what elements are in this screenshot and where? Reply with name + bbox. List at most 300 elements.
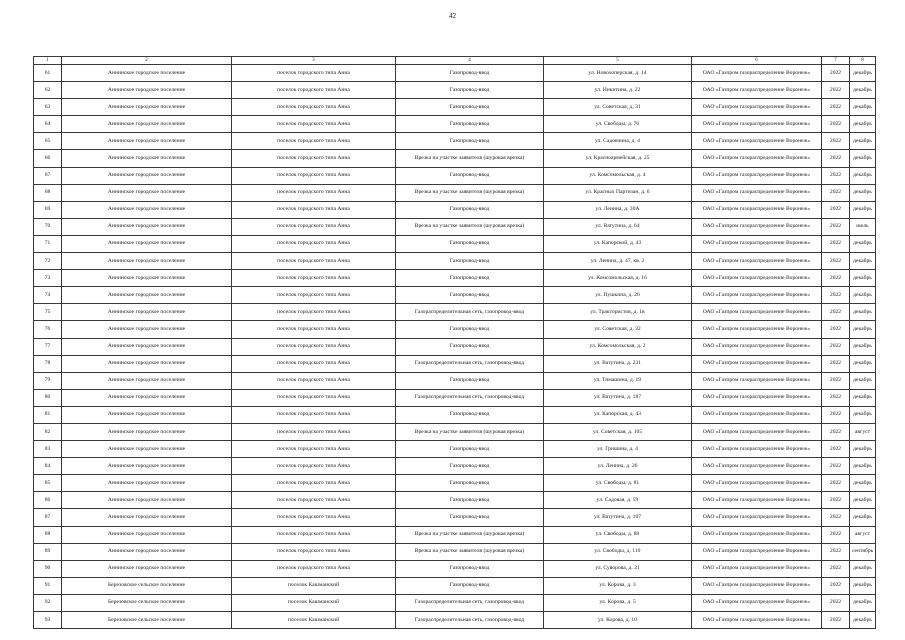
locality-cell: поселок городского типа Анна [232,338,396,355]
object-type-cell: Газораспределительная сеть, газопровод-ввод [396,594,544,611]
object-type-cell: Газопровод-ввод [396,441,544,458]
year-cell: 2022 [822,116,850,133]
object-type-cell: Газопровод-ввод [396,167,544,184]
table-row [34,321,876,338]
locality-cell: поселок городского типа Анна [232,184,396,201]
year-cell: 2022 [822,287,850,304]
year-cell: 2022 [822,338,850,355]
table-row [34,509,876,526]
object-type-cell: Газопровод-ввод [396,458,544,475]
year-cell: 2022 [822,167,850,184]
table-row [34,150,876,167]
table-row [34,492,876,509]
organization-cell: ОАО «Газпром газораспределение Воронеж» [692,82,822,99]
organization-cell: ОАО «Газпром газораспределение Воронеж» [692,304,822,321]
object-type-cell: Газопровод-ввод [396,99,544,116]
table-body [34,65,876,629]
row-number-cell: 74 [34,287,62,304]
settlement-cell: Березовское сельское поселение [62,594,232,611]
row-number-cell: 93 [34,612,62,629]
year-cell: 2022 [822,389,850,406]
year-cell: 2022 [822,594,850,611]
table-row [34,475,876,492]
column-header: 6 [692,57,822,65]
address-cell: ул. Свободы, д. 76 [544,116,692,133]
table-row [34,82,876,99]
object-type-cell: Газопровод-ввод [396,338,544,355]
organization-cell: ОАО «Газпром газораспределение Воронеж» [692,99,822,116]
row-number-cell: 64 [34,116,62,133]
month-cell: декабрь [850,372,876,389]
table-row [34,406,876,423]
locality-cell: поселок городского типа Анна [232,321,396,338]
settlement-cell: Аннинское городское поселение [62,304,232,321]
settlement-cell: Аннинское городское поселение [62,150,232,167]
address-cell: ул. Тимашина, д. 19 [544,372,692,389]
locality-cell: поселок городского типа Анна [232,475,396,492]
table-row [34,560,876,577]
address-cell: ул. Ленина, д. 26 [544,458,692,475]
settlement-cell: Аннинское городское поселение [62,560,232,577]
month-cell: декабрь [850,65,876,82]
settlement-cell: Аннинское городское поселение [62,406,232,423]
table-row [34,253,876,270]
month-cell: декабрь [850,116,876,133]
year-cell: 2022 [822,441,850,458]
address-cell: ул. Ватутина, д. 64 [544,218,692,235]
month-cell: декабрь [850,509,876,526]
organization-cell: ОАО «Газпром газораспределение Воронеж» [692,406,822,423]
row-number-cell: 79 [34,372,62,389]
row-number-cell: 66 [34,150,62,167]
organization-cell: ОАО «Газпром газораспределение Воронеж» [692,270,822,287]
column-header: 1 [34,57,62,65]
year-cell: 2022 [822,201,850,218]
month-cell: декабрь [850,355,876,372]
locality-cell: поселок городского типа Анна [232,458,396,475]
object-type-cell: Газопровод-ввод [396,116,544,133]
row-number-cell: 69 [34,201,62,218]
year-cell: 2022 [822,526,850,543]
object-type-cell: Газопровод-ввод [396,133,544,150]
organization-cell: ОАО «Газпром газораспределение Воронеж» [692,612,822,629]
address-cell: ул. Корова, д. 3 [544,577,692,594]
locality-cell: поселок городского типа Анна [232,543,396,560]
organization-cell: ОАО «Газпром газораспределение Воронеж» [692,423,822,440]
row-number-cell: 73 [34,270,62,287]
locality-cell: поселок городского типа Анна [232,253,396,270]
settlement-cell: Аннинское городское поселение [62,509,232,526]
table-row [34,338,876,355]
object-type-cell: Газопровод-ввод [396,492,544,509]
page-number: 42 [449,12,456,20]
settlement-cell: Аннинское городское поселение [62,389,232,406]
month-cell: декабрь [850,82,876,99]
settlement-cell: Аннинское городское поселение [62,167,232,184]
table-row [34,287,876,304]
year-cell: 2022 [822,560,850,577]
organization-cell: ОАО «Газпром газораспределение Воронеж» [692,253,822,270]
month-cell: декабрь [850,167,876,184]
settlement-cell: Аннинское городское поселение [62,270,232,287]
month-cell: июль [850,218,876,235]
organization-cell: ОАО «Газпром газораспределение Воронеж» [692,218,822,235]
year-cell: 2022 [822,475,850,492]
year-cell: 2022 [822,406,850,423]
year-cell: 2022 [822,253,850,270]
settlement-cell: Аннинское городское поселение [62,99,232,116]
settlement-cell: Аннинское городское поселение [62,458,232,475]
organization-cell: ОАО «Газпром газораспределение Воронеж» [692,287,822,304]
table-row [34,389,876,406]
organization-cell: ОАО «Газпром газораспределение Воронеж» [692,184,822,201]
table-row [34,65,876,82]
address-cell: ул. Комсомольская, д. 4 [544,167,692,184]
header-row [34,57,876,65]
row-number-cell: 89 [34,543,62,560]
settlement-cell: Аннинское городское поселение [62,253,232,270]
column-header: 8 [850,57,876,65]
table-row [34,423,876,440]
locality-cell: поселок городского типа Анна [232,116,396,133]
table-row [34,372,876,389]
row-number-cell: 80 [34,389,62,406]
month-cell: декабрь [850,612,876,629]
locality-cell: поселок городского типа Анна [232,150,396,167]
object-type-cell: Газораспределительная сеть, газопровод-ввод [396,355,544,372]
month-cell: декабрь [850,304,876,321]
object-type-cell: Газопровод-ввод [396,253,544,270]
column-header: 5 [544,57,692,65]
month-cell: декабрь [850,560,876,577]
settlement-cell: Аннинское городское поселение [62,287,232,304]
object-type-cell: Газопровод-ввод [396,65,544,82]
table-row [34,99,876,116]
month-cell: декабрь [850,270,876,287]
row-number-cell: 62 [34,82,62,99]
locality-cell: поселок Кашманский [232,612,396,629]
year-cell: 2022 [822,321,850,338]
organization-cell: ОАО «Газпром газораспределение Воронеж» [692,441,822,458]
organization-cell: ОАО «Газпром газораспределение Воронеж» [692,389,822,406]
organization-cell: ОАО «Газпром газораспределение Воронеж» [692,509,822,526]
row-number-cell: 92 [34,594,62,611]
address-cell: ул. Садовчина, д. 4 [544,133,692,150]
organization-cell: ОАО «Газпром газораспределение Воронеж» [692,577,822,594]
row-number-cell: 87 [34,509,62,526]
object-type-cell: Газораспределительная сеть, газопровод-ввод [396,389,544,406]
table-row [34,594,876,611]
address-cell: ул. Садовая, д. 59 [544,492,692,509]
settlement-cell: Аннинское городское поселение [62,82,232,99]
locality-cell: поселок городского типа Анна [232,218,396,235]
settlement-cell: Аннинское городское поселение [62,492,232,509]
row-number-cell: 88 [34,526,62,543]
object-type-cell: Газопровод-ввод [396,235,544,252]
row-number-cell: 78 [34,355,62,372]
locality-cell: поселок городского типа Анна [232,133,396,150]
row-number-cell: 85 [34,475,62,492]
settlement-cell: Аннинское городское поселение [62,235,232,252]
object-type-cell: Газопровод-ввод [396,82,544,99]
month-cell: декабрь [850,99,876,116]
table-row [34,133,876,150]
organization-cell: ОАО «Газпром газораспределение Воронеж» [692,560,822,577]
row-number-cell: 72 [34,253,62,270]
table-row [34,304,876,321]
object-type-cell: Врезка на участке заявителя (шуровая врезка) [396,423,544,440]
month-cell: декабрь [850,458,876,475]
row-number-cell: 83 [34,441,62,458]
locality-cell: поселок городского типа Анна [232,441,396,458]
organization-cell: ОАО «Газпром газораспределение Воронеж» [692,458,822,475]
address-cell: ул. Комсомольская, д. 2 [544,338,692,355]
address-cell: ул. Свободы, д. 81 [544,475,692,492]
column-header: 3 [232,57,396,65]
address-cell: ул. Ватутина, д. 107 [544,509,692,526]
column-header: 7 [822,57,850,65]
object-type-cell: Врезка на участке заявителя (шуровая врезка) [396,543,544,560]
month-cell: декабрь [850,235,876,252]
year-cell: 2022 [822,99,850,116]
address-cell: ул. Ватутина, д. 187 [544,389,692,406]
object-type-cell: Врезка на участке заявителя (шуровая врезка) [396,184,544,201]
address-cell: ул. Советская, д. 105 [544,423,692,440]
year-cell: 2022 [822,184,850,201]
settlement-cell: Аннинское городское поселение [62,338,232,355]
month-cell: декабрь [850,184,876,201]
organization-cell: ОАО «Газпром газораспределение Воронеж» [692,526,822,543]
address-cell: ул. Советская, д. 32 [544,321,692,338]
object-type-cell: Газораспределительная сеть, газопровод-ввод [396,612,544,629]
object-type-cell: Газопровод-ввод [396,509,544,526]
organization-cell: ОАО «Газпром газораспределение Воронеж» [692,355,822,372]
year-cell: 2022 [822,577,850,594]
table-row [34,458,876,475]
gasification-table [33,56,876,629]
row-number-cell: 82 [34,423,62,440]
address-cell: ул. Пушкина, д. 26 [544,287,692,304]
locality-cell: поселок городского типа Анна [232,526,396,543]
object-type-cell: Газопровод-ввод [396,560,544,577]
organization-cell: ОАО «Газпром газораспределение Воронеж» [692,65,822,82]
settlement-cell: Аннинское городское поселение [62,355,232,372]
year-cell: 2022 [822,423,850,440]
row-number-cell: 86 [34,492,62,509]
month-cell: декабрь [850,253,876,270]
table-row [34,441,876,458]
locality-cell: поселок городского типа Анна [232,270,396,287]
year-cell: 2022 [822,492,850,509]
locality-cell: поселок городского типа Анна [232,304,396,321]
organization-cell: ОАО «Газпром газораспределение Воронеж» [692,475,822,492]
organization-cell: ОАО «Газпром газораспределение Воронеж» [692,235,822,252]
settlement-cell: Аннинское городское поселение [62,441,232,458]
column-header: 4 [396,57,544,65]
address-cell: ул. Гришина, д. 4 [544,441,692,458]
row-number-cell: 84 [34,458,62,475]
year-cell: 2022 [822,458,850,475]
year-cell: 2022 [822,355,850,372]
object-type-cell: Врезка на участке заявителя (шуровая врезка) [396,150,544,167]
address-cell: ул. Ватутина, д. 231 [544,355,692,372]
address-cell: ул. Новохоперская, д. 14 [544,65,692,82]
locality-cell: поселок городского типа Анна [232,65,396,82]
locality-cell: поселок городского типа Анна [232,560,396,577]
table-row [34,201,876,218]
object-type-cell: Врезка на участке заявителя (шуровая врезка) [396,526,544,543]
table-row [34,526,876,543]
year-cell: 2022 [822,270,850,287]
month-cell: декабрь [850,577,876,594]
address-cell: ул. Советская, д. 31 [544,99,692,116]
locality-cell: поселок городского типа Анна [232,201,396,218]
locality-cell: поселок городского типа Анна [232,406,396,423]
locality-cell: поселок городского типа Анна [232,492,396,509]
locality-cell: поселок городского типа Анна [232,82,396,99]
settlement-cell: Аннинское городское поселение [62,423,232,440]
month-cell: декабрь [850,150,876,167]
settlement-cell: Аннинское городское поселение [62,475,232,492]
organization-cell: ОАО «Газпром газораспределение Воронеж» [692,167,822,184]
row-number-cell: 63 [34,99,62,116]
settlement-cell: Березовское сельское поселение [62,577,232,594]
address-cell: ул. Свободы, д. 88 [544,526,692,543]
locality-cell: поселок Кашманский [232,577,396,594]
address-cell: ул. Красноармейская, д. 25 [544,150,692,167]
address-cell: ул. Трактористов, д. 1в [544,304,692,321]
month-cell: декабрь [850,406,876,423]
year-cell: 2022 [822,304,850,321]
row-number-cell: 90 [34,560,62,577]
month-cell: август [850,423,876,440]
organization-cell: ОАО «Газпром газораспределение Воронеж» [692,543,822,560]
year-cell: 2022 [822,218,850,235]
month-cell: сентябрь [850,543,876,560]
organization-cell: ОАО «Газпром газораспределение Воронеж» [692,133,822,150]
row-number-cell: 61 [34,65,62,82]
object-type-cell: Газораспределительная сеть, газопровод-ввод [396,304,544,321]
address-cell: ул. Красных Партизан, д. 6 [544,184,692,201]
row-number-cell: 65 [34,133,62,150]
table-row [34,218,876,235]
locality-cell: поселок городского типа Анна [232,372,396,389]
address-cell: ул. Капорская, д. 43 [544,406,692,423]
year-cell: 2022 [822,65,850,82]
organization-cell: ОАО «Газпром газораспределение Воронеж» [692,321,822,338]
locality-cell: поселок городского типа Анна [232,509,396,526]
settlement-cell: Аннинское городское поселение [62,526,232,543]
settlement-cell: Аннинское городское поселение [62,116,232,133]
address-cell: ул. Капорской, д. 43 [544,235,692,252]
table-row [34,543,876,560]
address-cell: ул. Суворова, д. 21 [544,560,692,577]
row-number-cell: 81 [34,406,62,423]
table-row [34,167,876,184]
object-type-cell: Газопровод-ввод [396,406,544,423]
table-row [34,116,876,133]
locality-cell: поселок городского типа Анна [232,99,396,116]
column-header: 2 [62,57,232,65]
address-cell: ул. Корова, д. 10 [544,612,692,629]
settlement-cell: Аннинское городское поселение [62,218,232,235]
row-number-cell: 71 [34,235,62,252]
settlement-cell: Березовское сельское поселение [62,612,232,629]
settlement-cell: Аннинское городское поселение [62,65,232,82]
organization-cell: ОАО «Газпром газораспределение Воронеж» [692,372,822,389]
month-cell: август [850,526,876,543]
address-cell: ул. Ленина, д. 47, кв. 2 [544,253,692,270]
settlement-cell: Аннинское городское поселение [62,201,232,218]
address-cell: ул. Ленина, д. 30А [544,201,692,218]
organization-cell: ОАО «Газпром газораспределение Воронеж» [692,338,822,355]
month-cell: декабрь [850,133,876,150]
row-number-cell: 77 [34,338,62,355]
address-cell: ул. Свободы, д. 110 [544,543,692,560]
object-type-cell: Газопровод-ввод [396,577,544,594]
table-row [34,612,876,629]
year-cell: 2022 [822,150,850,167]
row-number-cell: 75 [34,304,62,321]
object-type-cell: Газопровод-ввод [396,270,544,287]
locality-cell: поселок Кашманский [232,594,396,611]
settlement-cell: Аннинское городское поселение [62,372,232,389]
month-cell: декабрь [850,475,876,492]
month-cell: декабрь [850,492,876,509]
settlement-cell: Аннинское городское поселение [62,543,232,560]
object-type-cell: Газопровод-ввод [396,475,544,492]
month-cell: декабрь [850,201,876,218]
locality-cell: поселок городского типа Анна [232,167,396,184]
year-cell: 2022 [822,133,850,150]
month-cell: декабрь [850,441,876,458]
month-cell: декабрь [850,287,876,304]
address-cell: ул. Комсомольская, д. 16 [544,270,692,287]
organization-cell: ОАО «Газпром газораспределение Воронеж» [692,594,822,611]
month-cell: декабрь [850,338,876,355]
table-row [34,270,876,287]
locality-cell: поселок городского типа Анна [232,235,396,252]
row-number-cell: 70 [34,218,62,235]
organization-cell: ОАО «Газпром газораспределение Воронеж» [692,116,822,133]
locality-cell: поселок городского типа Анна [232,287,396,304]
month-cell: декабрь [850,594,876,611]
row-number-cell: 67 [34,167,62,184]
organization-cell: ОАО «Газпром газораспределение Воронеж» [692,492,822,509]
row-number-cell: 76 [34,321,62,338]
settlement-cell: Аннинское городское поселение [62,184,232,201]
table-row [34,235,876,252]
year-cell: 2022 [822,543,850,560]
object-type-cell: Врезка на участке заявителя (шуровая врезка) [396,218,544,235]
settlement-cell: Аннинское городское поселение [62,321,232,338]
table-row [34,184,876,201]
address-cell: ул. Корова, д. 5 [544,594,692,611]
object-type-cell: Газопровод-ввод [396,321,544,338]
object-type-cell: Газопровод-ввод [396,287,544,304]
year-cell: 2022 [822,509,850,526]
year-cell: 2022 [822,612,850,629]
table-row [34,355,876,372]
organization-cell: ОАО «Газпром газораспределение Воронеж» [692,150,822,167]
row-number-cell: 68 [34,184,62,201]
organization-cell: ОАО «Газпром газораспределение Воронеж» [692,201,822,218]
month-cell: декабрь [850,389,876,406]
locality-cell: поселок городского типа Анна [232,423,396,440]
year-cell: 2022 [822,235,850,252]
object-type-cell: Газопровод-ввод [396,372,544,389]
locality-cell: поселок городского типа Анна [232,355,396,372]
